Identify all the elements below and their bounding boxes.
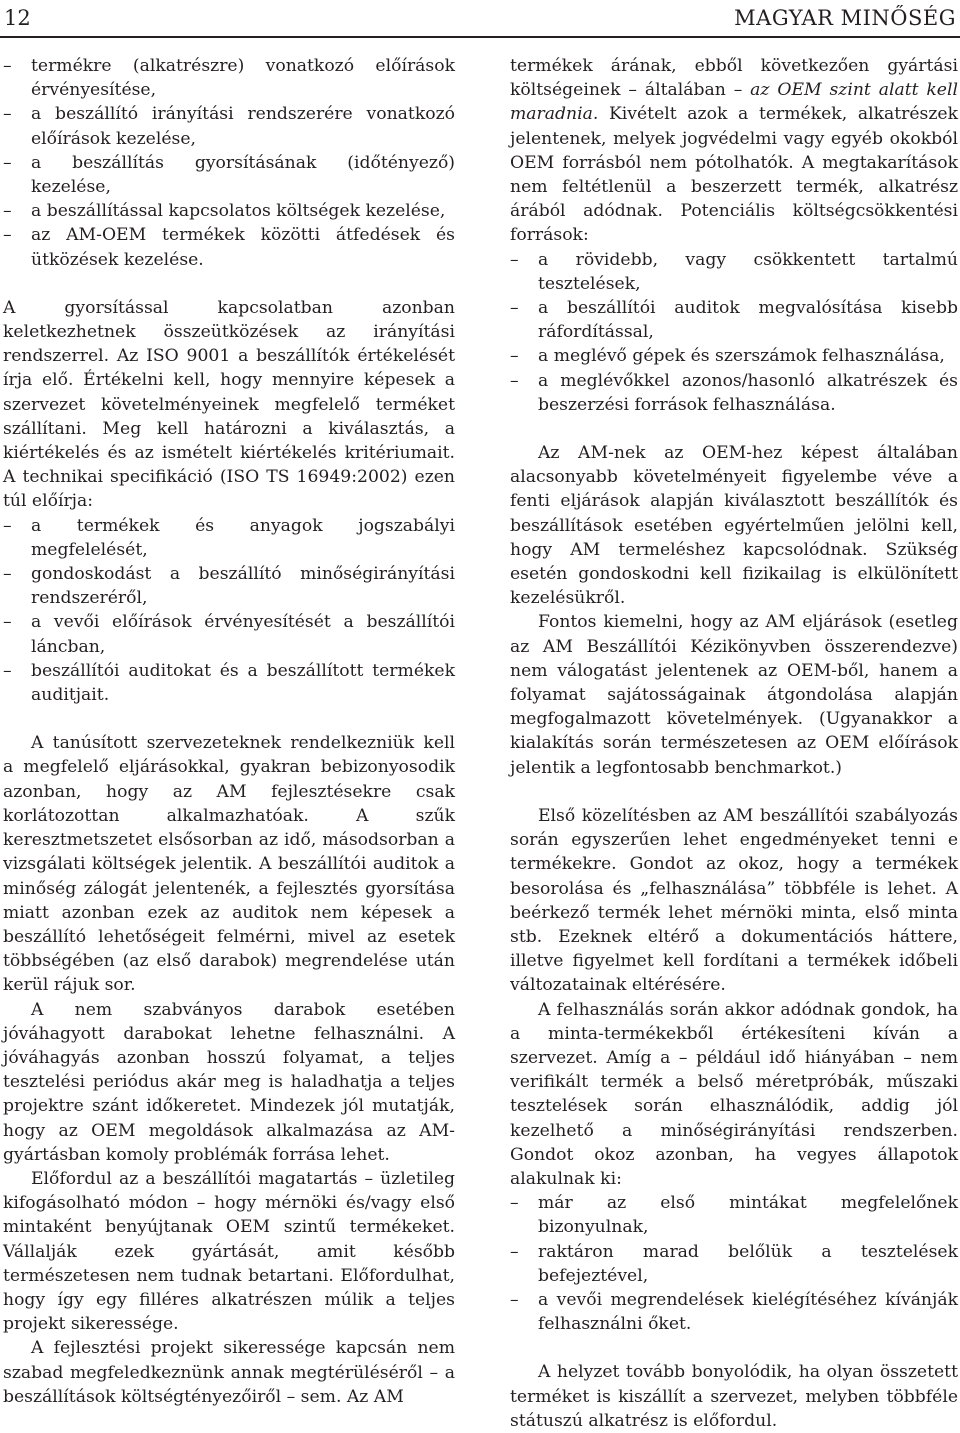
paragraph: Első közelítésben az AM beszállítói szabályozás során egyszerűen lehet engedményeket tenni e termékekre. Gondot az okoz, hogy a termékek besorolása és „felhasználása” többféle is lehet. A beérkező termék lehet mérnöki minta, első minta stb. Ezeknek eltérő a dokumentációs háttere, illetve figyelmet kell fordítani a termékek időbeli változatainak eltérésére. xyxy=(510,805,958,996)
page-number: 12 xyxy=(4,6,31,30)
list-item: – beszállítói auditokat és a beszállított termékek auditjait. xyxy=(3,659,455,707)
list-item: – a vevői előírások érvényesítését a beszállítói láncban, xyxy=(3,610,455,658)
list-item: – termékre (alkatrészre) vonatkozó előírások érvényesítése, xyxy=(3,54,455,102)
list-item: – a rövidebb, vagy csökkentett tartalmú tesztelések, xyxy=(510,248,958,296)
list-item: – a beszállítással kapcsolatos költségek kezelése, xyxy=(3,199,455,223)
list-item: – a beszállítói auditok megvalósítása kisebb ráfordítással, xyxy=(510,296,958,344)
right-column xyxy=(510,54,958,1433)
paragraph-text: termékek árának, ebből következően gyártási költségeinek – általában – xyxy=(510,56,958,101)
list-item: – a beszállító irányítási rendszerére vonatkozó előírások kezelése, xyxy=(3,102,455,150)
paragraph xyxy=(510,54,958,248)
paragraph: A gyorsítással kapcsolatban azonban keletkezhetnek összeütközések az irányítási rendszerrel. Az ISO 9001 a beszállítók értékelését írja elő. Értékelni kell, hogy mennyire képesek a szervezet követelményeinek megfelelő terméket szállítani. Meg kell határozni a kiválasztás, a kiértékelés és az ismételt kiértékelés kritériumait. A technikai specifikáció (ISO TS 16949:2002) ezen túl előírja: xyxy=(3,297,455,512)
mixed-state-list xyxy=(510,1191,958,1336)
paragraph: A felhasználás során akkor adódnak gondok, ha a minta-termékekből értékesíteni kíván a szervezet. Amíg a – például idő hiányában – nem verifikált termék a belső méretpróbák, műszaki tesztelések során elhasználódik, addig jól kezelhető a minőségirányítási rendszerben. Gondot okoz azonban, ha vegyes állapotok alakulnak ki: xyxy=(510,999,958,1189)
list-item: – az AM-OEM termékek közötti átfedések és ütközések kezelése. xyxy=(3,223,455,271)
requirements-list xyxy=(3,54,455,272)
paragraph: Előfordul az a beszállítói magatartás – üzletileg kifogásolható módon – hogy mérnöki és/vagy első mintaként benyújtanak OEM szintű termékeket. Vállalják ezek gyártását, amit később természetesen nem tudnak betartani. Előfordulhat, hogy így egy filléres alkatrészen múlik a teljes projekt sikeressége. xyxy=(3,1168,455,1335)
list-item: – a meglévőkkel azonos/hasonló alkatrészek és beszerzési források felhasználása. xyxy=(510,369,958,417)
paragraph: A nem szabványos darabok esetében jóváhagyott darabokat lehetne felhasználni. A jóváhagyás azonban hosszú folyamat, a teljes tesztelési periódus akár meg is haladhatja a teljes projektre szánt időkeretet. Mindezek jól mutatják, hogy az OEM megoldások alkalmazása az AM-gyártásban komoly problémák forrása lehet. xyxy=(3,999,455,1165)
journal-title: MAGYAR MINŐSÉG xyxy=(734,6,956,30)
emphasized-text: az OEM szint alatt kell maradnia. xyxy=(510,80,958,125)
list-item: – a beszállítás gyorsításának (időtényező) kezelése, xyxy=(3,151,455,199)
list-item: – raktáron marad belőlük a tesztelések befejeztével, xyxy=(510,1240,958,1288)
paragraph: Fontos kiemelni, hogy az AM eljárások (esetleg az AM Beszállítói Kézikönyvben összerendezve) nem válogatást jelentenek az OEM-ből, hanem a folyamat sajátosságainak átgondolása alapján megfogalmazott követelmények. (Ugyanakkor a kialakítás során természetesen az OEM előírások jelentik a legfontosabb benchmarkot.) xyxy=(510,612,958,778)
page-header xyxy=(0,0,960,40)
paragraph: Az AM-nek az OEM-hez képest általában alacsonyabb követelményeit figyelembe véve a fenti eljárások alapján kiválasztott beszállítók és beszállítások esetében egyértelműen jelölni kell, hogy AM termeléshez kapcsolódnak. Szükség esetén gondoskodni kell fizikailag is elkülönített kezelésükről. xyxy=(510,443,958,609)
cost-saving-list xyxy=(510,248,958,417)
list-item: – már az első mintákat megfelelőnek bizonyulnak, xyxy=(510,1191,958,1239)
paragraph-text: Kivételt azok a termékek, alkatrészek jelentenek, melyek jogvédelmi vagy egyéb okokból OEM forrásból nem pótolhatók. A megtakarítások nem feltétlenül a beszerzett termék, alkatrész árából adódnak. Potenciális költségcsökkentési források: xyxy=(510,104,958,246)
left-column xyxy=(3,54,455,1409)
header-rule xyxy=(0,36,960,38)
list-item: – a meglévő gépek és szerszámok felhasználása, xyxy=(510,344,958,368)
list-item: – a vevői megrendelések kielégítéséhez kívánják felhasználni őket. xyxy=(510,1288,958,1336)
paragraph: A fejlesztési projekt sikeressége kapcsán nem szabad megfeledkeznünk annak megtérüléséről – a beszállítások költségtényezőiről – sem. Az AM xyxy=(3,1338,455,1407)
paragraph: A tanúsított szervezeteknek rendelkezniük kell a megfelelő eljárásokkal, gyakran bebizonyosodik azonban, hogy az AM fejlesztésekre csak korlátozottan alkalmazhatóak. A szűk keresztmetszetet elsősorban az idő, másodsorban a vizsgálati költségek jelentik. A beszállítói auditok a minőség zálogát jelentenék, a fejlesztés gyorsítása miatt azonban ezek az auditok nem képesek a beszállító lehetőségeit felmérni, mivel az esetek többségében (az első darabok) megrendelése után kerül rájuk sor. xyxy=(3,733,455,996)
list-item: – gondoskodást a beszállító minőségirányítási rendszeréről, xyxy=(3,562,455,610)
specification-list xyxy=(3,514,455,708)
paragraph: A helyzet tovább bonyolódik, ha olyan összetett terméket is kiszállít a szervezet, melyben többféle státuszú alkatrész is előfordul. xyxy=(510,1362,958,1431)
list-item: – a termékek és anyagok jogszabályi megfelelését, xyxy=(3,514,455,562)
